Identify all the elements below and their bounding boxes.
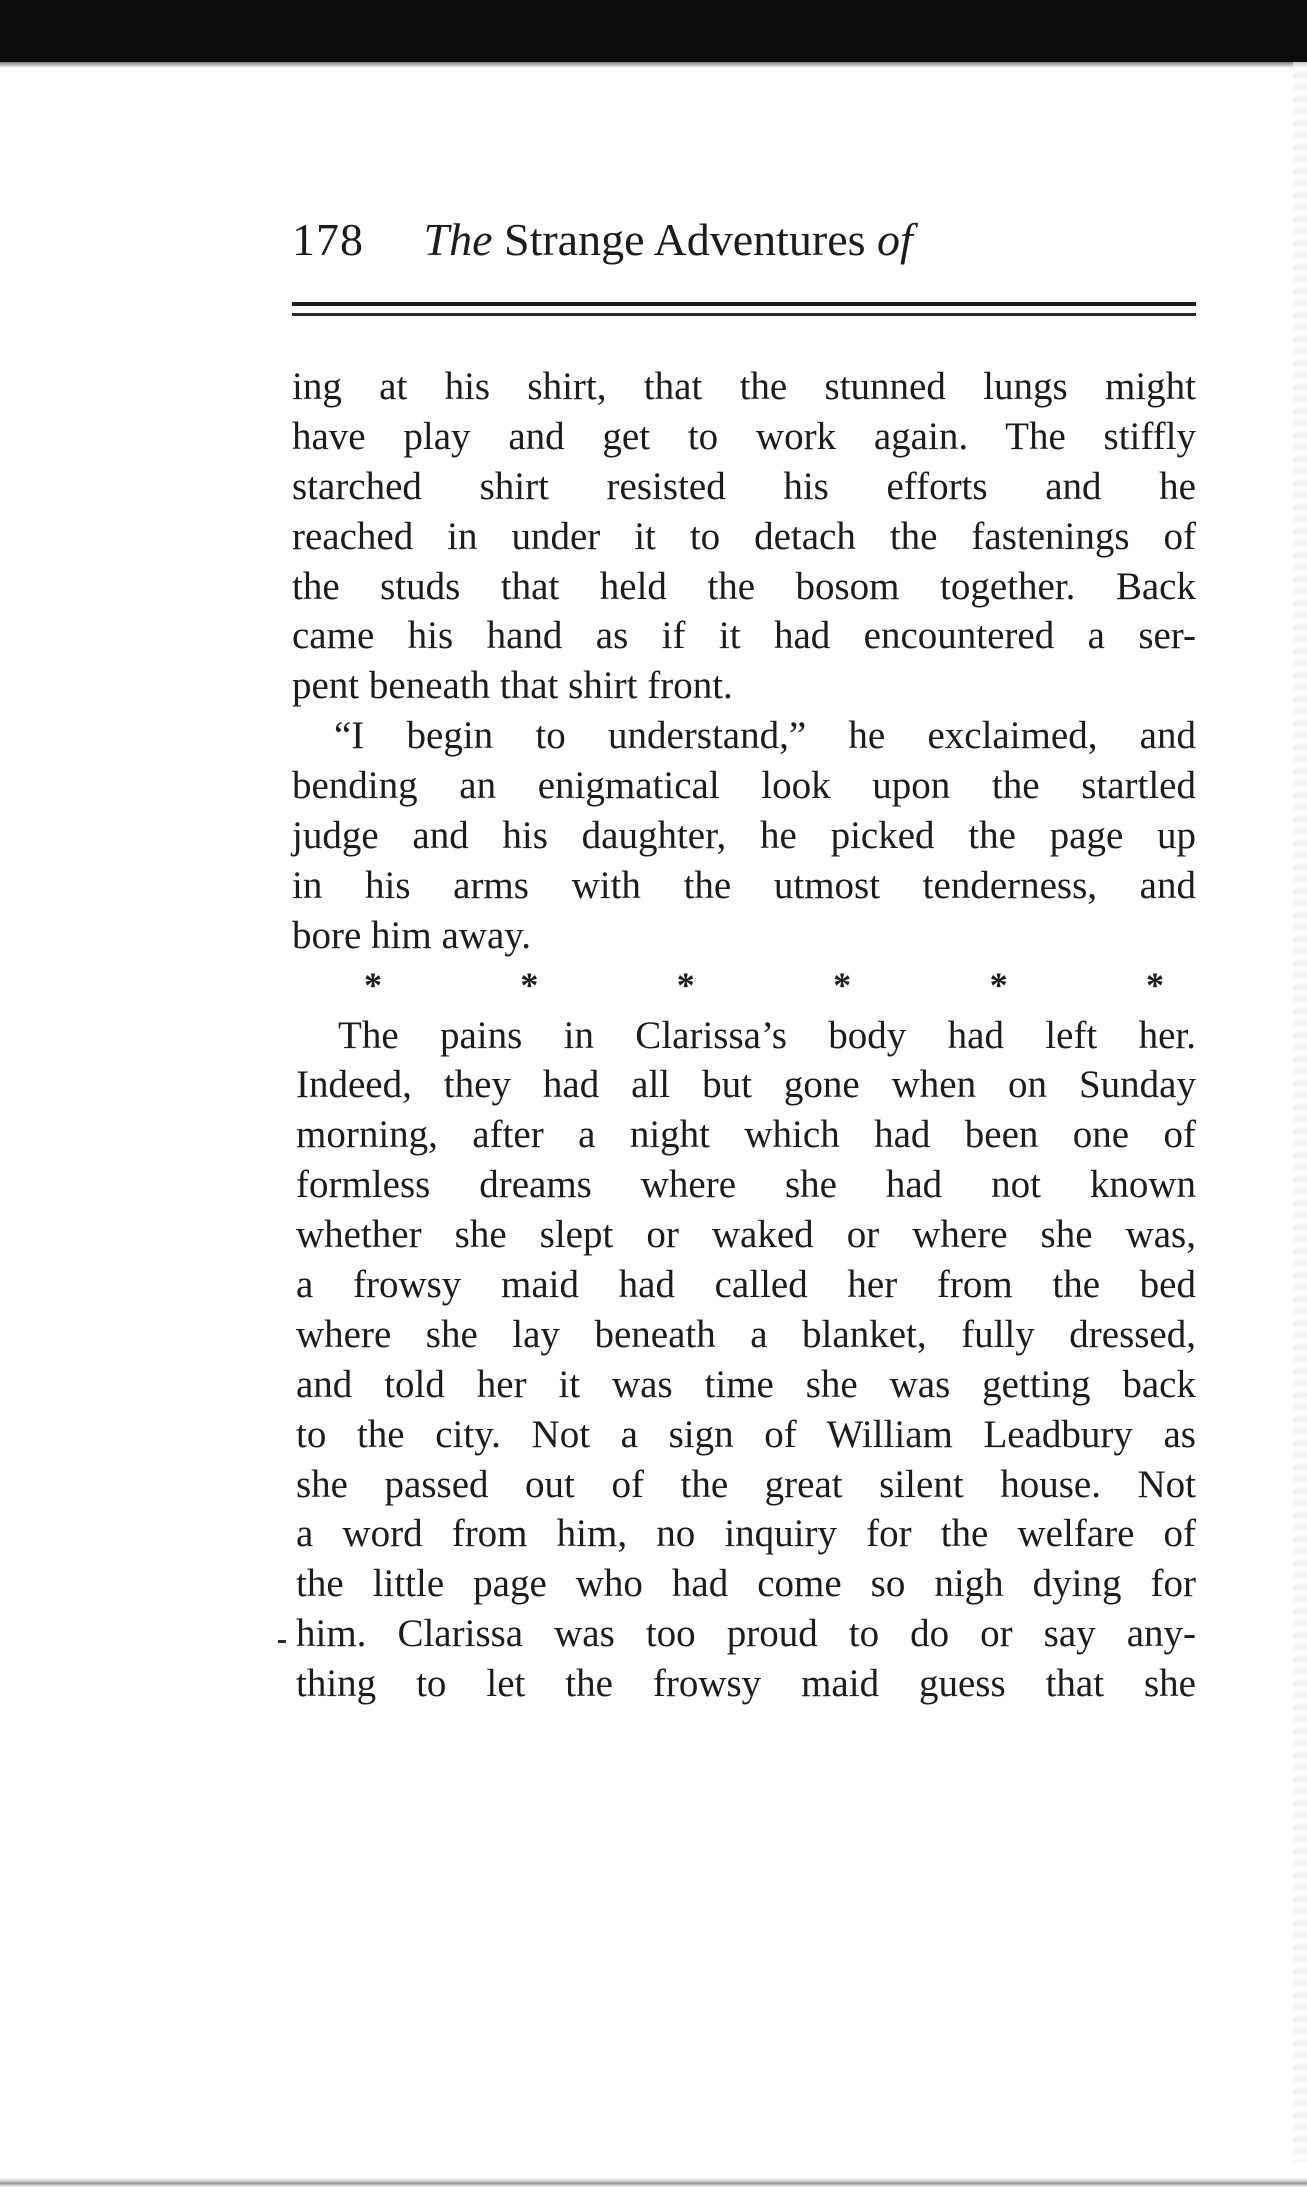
text-line: and told her it was time she was getting back xyxy=(296,1362,1196,1406)
section-break xyxy=(292,961,1196,1011)
body-text xyxy=(292,362,1196,1709)
text-line: to the city. Not a sign of William Leadbury as xyxy=(296,1412,1196,1456)
text-line: judge and his daughter, he picked the page up xyxy=(292,814,1196,858)
text-line: in his arms with the utmost tenderness, and xyxy=(292,863,1196,907)
text-line: the little page who had come so nigh dying for xyxy=(296,1562,1196,1606)
text-line: she passed out of the great silent house. Not xyxy=(296,1462,1196,1506)
scan-bottom-edge xyxy=(0,2178,1307,2187)
text-line: whether she slept or waked or where she was, xyxy=(296,1213,1196,1257)
text-line: The pains in Clarissa’s body had left her. xyxy=(338,1013,1196,1057)
text-line: where she lay beneath a blanket, fully dressed, xyxy=(296,1312,1196,1356)
text-line: “I begin to understand,” he exclaimed, and xyxy=(334,714,1196,758)
running-title-of: of xyxy=(877,214,913,265)
section-break-asterisk: * xyxy=(833,964,852,1005)
page-number: 178 xyxy=(292,214,364,265)
paragraph-continued xyxy=(292,362,1196,711)
header-rule-thin xyxy=(292,313,1196,316)
text-line: the studs that held the bosom together. Back xyxy=(292,564,1196,608)
text-line: a word from him, no inquiry for the welfare of xyxy=(296,1512,1196,1556)
text-line: have play and get to work again. The stiffly xyxy=(292,414,1196,458)
text-line: a frowsy maid had called her from the bed xyxy=(296,1263,1196,1307)
text-line: formless dreams where she had not known xyxy=(296,1163,1196,1207)
header-rule-thick xyxy=(292,302,1196,306)
text-line: morning, after a night which had been one of xyxy=(296,1113,1196,1157)
text-line: ing at his shirt, that the stunned lungs might xyxy=(292,365,1196,408)
text-line: bore him away. xyxy=(292,913,531,957)
text-line: reached in under it to detach the fastenings of xyxy=(292,514,1196,558)
scan-right-edge xyxy=(1293,62,1307,2162)
section-break-asterisk: * xyxy=(989,964,1008,1005)
section-break-asterisk: * xyxy=(520,964,539,1005)
text-line: thing to let the frowsy maid guess that she xyxy=(296,1662,1196,1706)
margin-mark xyxy=(278,1640,286,1643)
section-break-asterisk: * xyxy=(1145,964,1164,1005)
running-title-the: The xyxy=(423,214,493,265)
section-break-asterisk: * xyxy=(364,964,382,1005)
section-break-asterisk: * xyxy=(676,964,695,1005)
text-line: starched shirt resisted his efforts and he xyxy=(292,464,1196,508)
running-title xyxy=(424,214,913,265)
scan-top-shadow xyxy=(0,62,1307,68)
text-line: pent beneath that shirt front. xyxy=(292,664,733,708)
paragraph-quote xyxy=(292,711,1196,960)
text-line: Indeed, they had all but gone when on Sunday xyxy=(296,1063,1196,1107)
scan-top-border xyxy=(0,0,1307,62)
text-line: him. Clarissa was too proud to do or say any- xyxy=(296,1612,1196,1656)
running-header xyxy=(292,205,1192,275)
paragraph-clarissa xyxy=(292,1011,1196,1709)
text-line: bending an enigmatical look upon the startled xyxy=(292,764,1196,808)
text-line: came his hand as if it had encountered a ser- xyxy=(292,614,1196,658)
running-title-middle: Strange Adventures xyxy=(504,214,866,265)
